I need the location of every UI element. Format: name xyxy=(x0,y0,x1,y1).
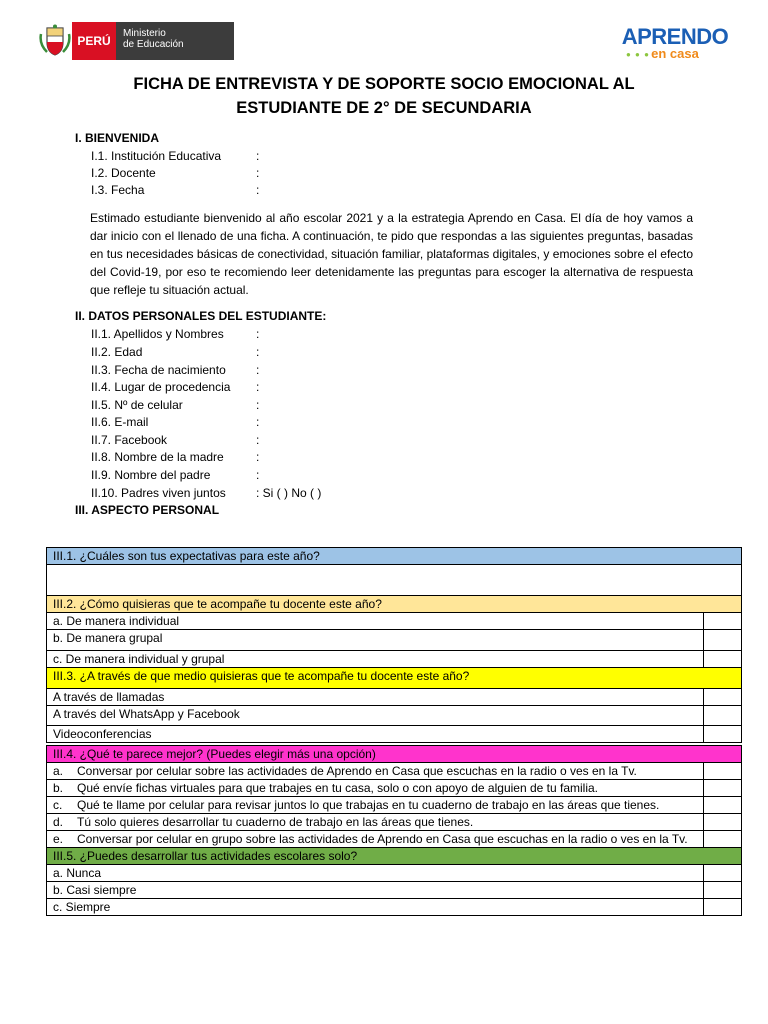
field-colon: : Si ( ) No ( ) xyxy=(256,486,322,500)
q5-option-a: a. Nunca xyxy=(47,865,704,882)
q4-option-d-mark[interactable] xyxy=(704,814,742,831)
option-letter: b. xyxy=(53,781,64,795)
option-text: Conversar por celular en grupo sobre las actividades de Aprendo en Casa que escuchas en la radio o ves en la Tv. xyxy=(77,832,688,846)
field-label: II.1. Apellidos y Nombres xyxy=(91,327,224,341)
q3-option-2: A través del WhatsApp y Facebook xyxy=(47,706,704,726)
table-row xyxy=(47,613,742,630)
q4-option-b-mark[interactable] xyxy=(704,780,742,797)
table-row xyxy=(47,797,742,814)
option-letter: c. xyxy=(53,798,63,812)
q2-option-b: b. De manera grupal xyxy=(47,630,704,651)
title-line1: FICHA DE ENTREVISTA Y DE SOPORTE SOCIO EMOCIONAL AL xyxy=(133,75,635,93)
field-colon: : xyxy=(256,183,260,197)
field-label: I.3. Fecha xyxy=(91,183,145,197)
q2-option-c: c. De manera individual y grupal xyxy=(47,651,704,668)
field-label: I.1. Institución Educativa xyxy=(91,149,222,163)
field-label: II.4. Lugar de procedencia xyxy=(91,380,231,394)
q4-option-d xyxy=(47,814,704,831)
q4-option-e-mark[interactable] xyxy=(704,831,742,848)
q4-option-a xyxy=(47,763,704,780)
q5-header: III.5. ¿Puedes desarrollar tus actividades escolares solo? xyxy=(47,848,742,865)
field-colon: : xyxy=(256,345,260,359)
q3-option-3-mark[interactable] xyxy=(704,726,742,743)
field-colon: : xyxy=(256,363,260,377)
q1-header: III.1. ¿Cuáles son tus expectativas para este año? xyxy=(47,548,742,565)
table-row xyxy=(47,882,742,899)
table-row xyxy=(47,780,742,797)
brand-main: APRENDO xyxy=(621,24,729,49)
page-title xyxy=(0,72,768,120)
q5-option-a-mark[interactable] xyxy=(704,865,742,882)
field-label: II.9. Nombre del padre xyxy=(91,468,211,482)
field-colon: : xyxy=(256,380,260,394)
field-colon: : xyxy=(256,327,260,341)
q5-option-b: b. Casi siempre xyxy=(47,882,704,899)
option-text: Qué te llame por celular para revisar juntos lo que trabajas en tu cuaderno de trabajo en las áreas que tienes. xyxy=(77,798,660,812)
table-row xyxy=(47,706,742,726)
table-row xyxy=(47,865,742,882)
q4-option-a-mark[interactable] xyxy=(704,763,742,780)
field-colon: : xyxy=(256,166,260,180)
field-label: II.2. Edad xyxy=(91,345,143,359)
option-letter: e. xyxy=(53,832,64,846)
field-label: II.5. Nº de celular xyxy=(91,398,183,412)
field-colon: : xyxy=(256,468,260,482)
table-row xyxy=(47,689,742,706)
section3-heading: III. ASPECTO PERSONAL xyxy=(75,503,220,517)
table-row xyxy=(47,831,742,848)
option-text: Qué envíe fichas virtuales para que trabajes en tu casa, solo o con apoyo de alguien de tu familia. xyxy=(77,781,598,795)
q3-option-1: A través de llamadas xyxy=(47,689,704,706)
ministerio-line1: Ministerio xyxy=(123,28,166,39)
field-label: I.2. Docente xyxy=(91,166,156,180)
q4-option-c xyxy=(47,797,704,814)
section2-heading: II. DATOS PERSONALES DEL ESTUDIANTE: xyxy=(75,309,327,323)
field-label: II.3. Fecha de nacimiento xyxy=(91,363,226,377)
table-row xyxy=(47,899,742,916)
q5-option-c: c. Siempre xyxy=(47,899,704,916)
q4-option-b xyxy=(47,780,704,797)
q5-option-b-mark[interactable] xyxy=(704,882,742,899)
q2-header: III.2. ¿Cómo quisieras que te acompañe tu docente este año? xyxy=(47,596,742,613)
section1-heading: I. BIENVENIDA xyxy=(75,131,160,145)
table-row xyxy=(47,763,742,780)
field-label: II.6. E-mail xyxy=(91,415,149,429)
q2-option-a-mark[interactable] xyxy=(704,613,742,630)
ministerio-line2: de Educación xyxy=(123,39,184,50)
q3-header: III.3. ¿A través de que medio quisieras que te acompañe tu docente este año? xyxy=(47,668,742,689)
field-colon: : xyxy=(256,149,260,163)
field-colon: : xyxy=(256,433,260,447)
q5-option-c-mark[interactable] xyxy=(704,899,742,916)
q4-option-c-mark[interactable] xyxy=(704,797,742,814)
field-colon: : xyxy=(256,398,260,412)
field-colon: : xyxy=(256,415,260,429)
option-letter: a. xyxy=(53,764,64,778)
q1-answer-box[interactable] xyxy=(47,565,742,596)
questions-table-2 xyxy=(46,745,742,916)
option-text: Conversar por celular sobre las actividades de Aprendo en Casa que escuchas en la radio o ves en la Tv. xyxy=(77,764,637,778)
option-text: Tú solo quieres desarrollar tu cuaderno de trabajo en las áreas que tienes. xyxy=(77,815,474,829)
ministerio-label xyxy=(116,22,234,60)
option-letter: d. xyxy=(53,815,64,829)
field-label: II.8. Nombre de la madre xyxy=(91,450,224,464)
field-label: II.10. Padres viven juntos xyxy=(91,486,226,500)
table-row xyxy=(47,726,742,743)
q2-option-b-mark[interactable] xyxy=(704,630,742,651)
brand-sub: en casa xyxy=(651,46,699,61)
table-row xyxy=(47,630,742,651)
field-label: II.7. Facebook xyxy=(91,433,168,447)
peru-label: PERÚ xyxy=(72,22,116,60)
table-row xyxy=(47,814,742,831)
q4-option-e xyxy=(47,831,704,848)
field-colon: : xyxy=(256,450,260,464)
q3-option-1-mark[interactable] xyxy=(704,689,742,706)
peru-coat-of-arms-icon xyxy=(38,24,72,58)
q3-option-2-mark[interactable] xyxy=(704,706,742,726)
q3-option-3: Videoconferencias xyxy=(47,726,704,743)
aprendo-en-casa-logo xyxy=(620,26,730,70)
intro-paragraph: Estimado estudiante bienvenido al año escolar 2021 y a la estrategia Aprendo en Casa. El día de hoy vamos a dar inicio con el llenado de una ficha. A continuación, te pido que respondas a las siguientes preguntas, basadas en tus necesidades básicas de conectividad, situación familiar, plataformas digitales, y emociones sobre el efecto del Covid-19, por eso te recomiendo leer detenidamente las preguntas para escoger la alternativa de respuesta que refleje tu situación actual. xyxy=(90,211,693,297)
header xyxy=(0,0,768,70)
q2-option-a: a. De manera individual xyxy=(47,613,704,630)
table-row xyxy=(47,651,742,668)
brand-dots-icon: ● ● ● xyxy=(626,50,650,59)
q4-header: III.4. ¿Qué te parece mejor? (Puedes elegir más una opción) xyxy=(47,746,742,763)
title-line2: ESTUDIANTE DE 2° DE SECUNDARIA xyxy=(236,99,532,117)
questions-table-1 xyxy=(46,547,742,743)
q2-option-c-mark[interactable] xyxy=(704,651,742,668)
